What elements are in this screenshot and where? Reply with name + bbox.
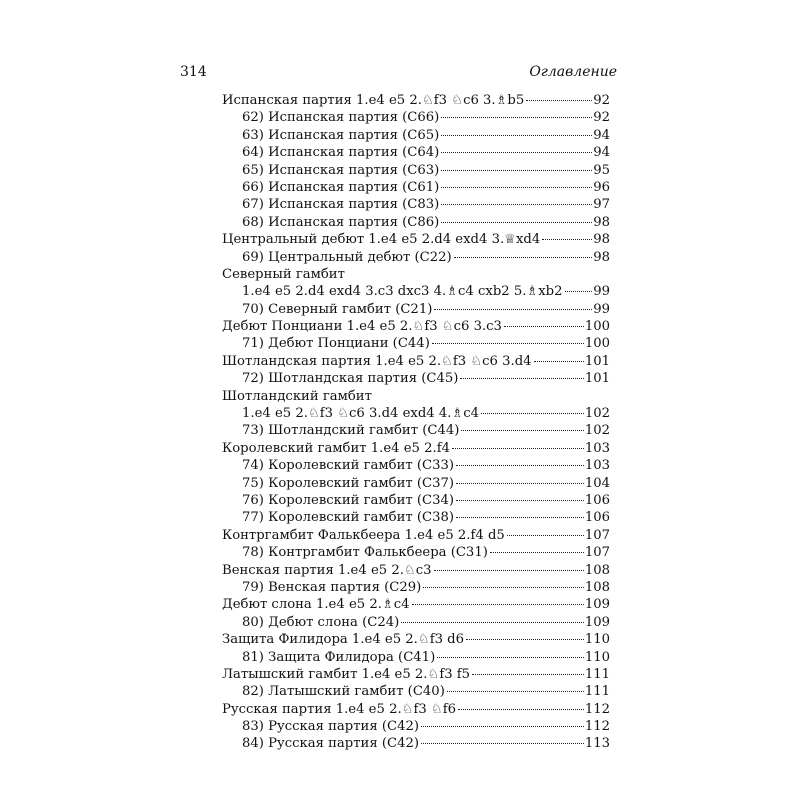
toc-entry [222, 109, 610, 126]
toc-entry [222, 266, 610, 283]
toc-entry-page: 106 [584, 492, 610, 508]
toc-entry-page: 109 [584, 614, 610, 630]
toc-entry-page: 98 [593, 249, 610, 265]
toc-entry-page: 110 [584, 632, 610, 648]
toc-entry [222, 440, 610, 457]
toc-entry-page: 102 [584, 406, 610, 422]
toc-entry-page: 100 [584, 319, 610, 335]
dot-leader [456, 499, 584, 501]
toc-entry [222, 735, 610, 752]
dot-leader [447, 690, 584, 692]
toc-entry-page: 98 [593, 232, 610, 248]
toc-entry [222, 196, 610, 213]
dot-leader [565, 290, 593, 292]
toc-entry-page: 107 [584, 527, 610, 543]
dot-leader [472, 673, 584, 675]
toc-entry-title: Русская партия 1.e4 e5 2.♘f3 ♘f6 [222, 701, 457, 717]
toc-entry-page: 102 [584, 423, 610, 439]
toc-entry [222, 614, 610, 631]
dot-leader [421, 742, 584, 744]
toc-entry-title: Дебют Понциани 1.e4 e5 2.♘f3 ♘c6 3.c3 [222, 319, 502, 335]
toc-entry-title: 69) Центральный дебют (C22) [242, 249, 452, 265]
toc-entry-page: 110 [584, 649, 610, 665]
toc-entry [222, 649, 610, 666]
toc-entry-page: 104 [584, 475, 610, 491]
toc-entry [222, 683, 610, 700]
dot-leader [542, 238, 592, 240]
toc-entry-page: 97 [593, 197, 610, 213]
dot-leader [441, 169, 592, 171]
dot-leader [423, 586, 584, 588]
dot-leader [456, 482, 584, 484]
toc-entry [222, 249, 610, 266]
dot-leader [441, 134, 592, 136]
toc-entry [222, 475, 610, 492]
toc-entry-page: 96 [593, 179, 610, 195]
dot-leader [441, 151, 592, 153]
toc-entry [222, 388, 610, 405]
toc-entry-title: 70) Северный гамбит (C21) [242, 301, 433, 317]
toc-entry [222, 562, 610, 579]
toc-entry-title: 66) Испанская партия (C61) [242, 179, 440, 195]
toc-entry [222, 127, 610, 144]
toc-entry [222, 527, 610, 544]
toc-entry-page: 112 [584, 719, 610, 735]
toc-entry-title: Контргамбит Фалькбеера 1.e4 e5 2.f4 d5 [222, 527, 505, 543]
dot-leader [434, 308, 592, 310]
dot-leader [441, 203, 592, 205]
toc-entry [222, 701, 610, 718]
toc-entry-page: 94 [593, 145, 610, 161]
toc-entry [222, 631, 610, 648]
toc-entry [222, 405, 610, 422]
dot-leader [441, 116, 592, 118]
toc-entry-page: 95 [593, 162, 610, 178]
toc-entry-title: Центральный дебют 1.e4 e5 2.d4 exd4 3.♕xd4 [222, 232, 541, 248]
page-number: 314 [180, 64, 207, 80]
toc-entry-title: Королевский гамбит 1.e4 e5 2.f4 [222, 440, 450, 456]
toc-entry [222, 335, 610, 352]
toc-entry [222, 544, 610, 561]
toc-entry-page: 101 [584, 353, 610, 369]
toc-entry-page: 99 [593, 301, 610, 317]
toc-entry-page: 109 [584, 597, 610, 613]
toc-entry-title: 1.e4 e5 2.♘f3 ♘c6 3.d4 exd4 4.♗c4 [242, 406, 480, 422]
toc-entry-title: 75) Королевский гамбит (C37) [242, 475, 455, 491]
toc-entry-title: 81) Защита Филидора (C41) [242, 649, 436, 665]
dot-leader [458, 708, 584, 710]
table-of-contents [222, 92, 610, 753]
toc-entry [222, 666, 610, 683]
dot-leader [421, 725, 584, 727]
toc-entry [222, 301, 610, 318]
toc-entry-page: 100 [584, 336, 610, 352]
toc-entry-title: 83) Русская партия (C42) [242, 719, 419, 735]
toc-entry-title: Шотландская партия 1.e4 e5 2.♘f3 ♘c6 3.d4 [222, 353, 532, 369]
toc-entry-title: 73) Шотландский гамбит (C44) [242, 423, 460, 439]
running-head: Оглавление [529, 64, 617, 80]
dot-leader [456, 516, 584, 518]
dot-leader [401, 621, 584, 623]
toc-entry-title: 67) Испанская партия (C83) [242, 197, 440, 213]
toc-entry-title: 72) Шотландская партия (C45) [242, 371, 459, 387]
toc-entry [222, 231, 610, 248]
toc-entry-title: 71) Дебют Понциани (C44) [242, 336, 430, 352]
toc-entry [222, 92, 610, 109]
toc-entry-page: 108 [584, 579, 610, 595]
toc-entry-page: 113 [584, 736, 610, 752]
toc-entry-page: 94 [593, 127, 610, 143]
toc-entry-page: 108 [584, 562, 610, 578]
dot-leader [461, 429, 583, 431]
toc-entry-title: 84) Русская партия (C42) [242, 736, 419, 752]
dot-leader [441, 221, 592, 223]
toc-entry-page: 98 [593, 214, 610, 230]
toc-entry-page: 103 [584, 440, 610, 456]
toc-entry-title: 76) Королевский гамбит (C34) [242, 492, 455, 508]
dot-leader [434, 569, 584, 571]
toc-entry [222, 457, 610, 474]
dot-leader [460, 377, 583, 379]
dot-leader [490, 551, 584, 553]
toc-entry-page: 103 [584, 458, 610, 474]
toc-entry-title: Латышский гамбит 1.e4 e5 2.♘f3 f5 [222, 666, 471, 682]
toc-entry-page: 92 [593, 93, 610, 108]
toc-entry-title: 74) Королевский гамбит (C33) [242, 458, 455, 474]
toc-entry [222, 144, 610, 161]
toc-entry [222, 179, 610, 196]
toc-entry [222, 370, 610, 387]
toc-entry-page: 106 [584, 510, 610, 526]
toc-entry-title: 64) Испанская партия (C64) [242, 145, 440, 161]
dot-leader [456, 464, 584, 466]
dot-leader [454, 256, 593, 258]
toc-entry-title: 68) Испанская партия (C86) [242, 214, 440, 230]
dot-leader [441, 186, 592, 188]
toc-entry [222, 596, 610, 613]
toc-entry [222, 718, 610, 735]
dot-leader [466, 638, 584, 640]
toc-entry [222, 579, 610, 596]
toc-entry-title: 80) Дебют слона (C24) [242, 614, 400, 630]
dot-leader [437, 656, 584, 658]
toc-entry-title: 62) Испанская партия (C66) [242, 110, 440, 126]
toc-entry-title: 77) Королевский гамбит (C38) [242, 510, 455, 526]
toc-entry-title: Северный гамбит [222, 266, 345, 282]
toc-entry-page: 99 [593, 284, 610, 300]
toc-entry [222, 318, 610, 335]
toc-entry-page: 92 [593, 110, 610, 126]
toc-entry-title: Дебют слона 1.e4 e5 2.♗c4 [222, 597, 410, 613]
toc-entry-page: 101 [584, 371, 610, 387]
toc-entry-title: 78) Контргамбит Фалькбеера (C31) [242, 545, 488, 561]
toc-entry [222, 283, 610, 300]
dot-leader [452, 447, 584, 449]
toc-entry-title: 82) Латышский гамбит (C40) [242, 684, 445, 700]
toc-entry-title: 79) Венская партия (C29) [242, 579, 422, 595]
dot-leader [507, 534, 584, 536]
toc-entry [222, 509, 610, 526]
toc-entry-page: 111 [584, 666, 610, 682]
toc-entry [222, 492, 610, 509]
toc-entry-title: Испанская партия 1.e4 e5 2.♘f3 ♘c6 3.♗b5 [222, 93, 525, 108]
toc-entry-title: 1.e4 e5 2.d4 exd4 3.c3 dxc3 4.♗c4 cxb2 5.♗xb2 [242, 284, 563, 300]
toc-entry-page: 107 [584, 545, 610, 561]
dot-leader [412, 603, 584, 605]
toc-entry [222, 162, 610, 179]
toc-entry-title: 65) Испанская партия (C63) [242, 162, 440, 178]
dot-leader [534, 360, 584, 362]
toc-entry-page: 112 [584, 701, 610, 717]
toc-entry-title: Венская партия 1.e4 e5 2.♘c3 [222, 562, 432, 578]
dot-leader [526, 99, 592, 101]
toc-entry-page: 111 [584, 684, 610, 700]
toc-entry [222, 422, 610, 439]
dot-leader [504, 325, 584, 327]
dot-leader [432, 342, 584, 344]
toc-entry [222, 353, 610, 370]
toc-entry-title: 63) Испанская партия (C65) [242, 127, 440, 143]
toc-entry-title: Шотландский гамбит [222, 388, 372, 404]
toc-entry-title: Защита Филидора 1.e4 e5 2.♘f3 d6 [222, 632, 464, 648]
dot-leader [481, 412, 584, 414]
toc-entry [222, 214, 610, 231]
